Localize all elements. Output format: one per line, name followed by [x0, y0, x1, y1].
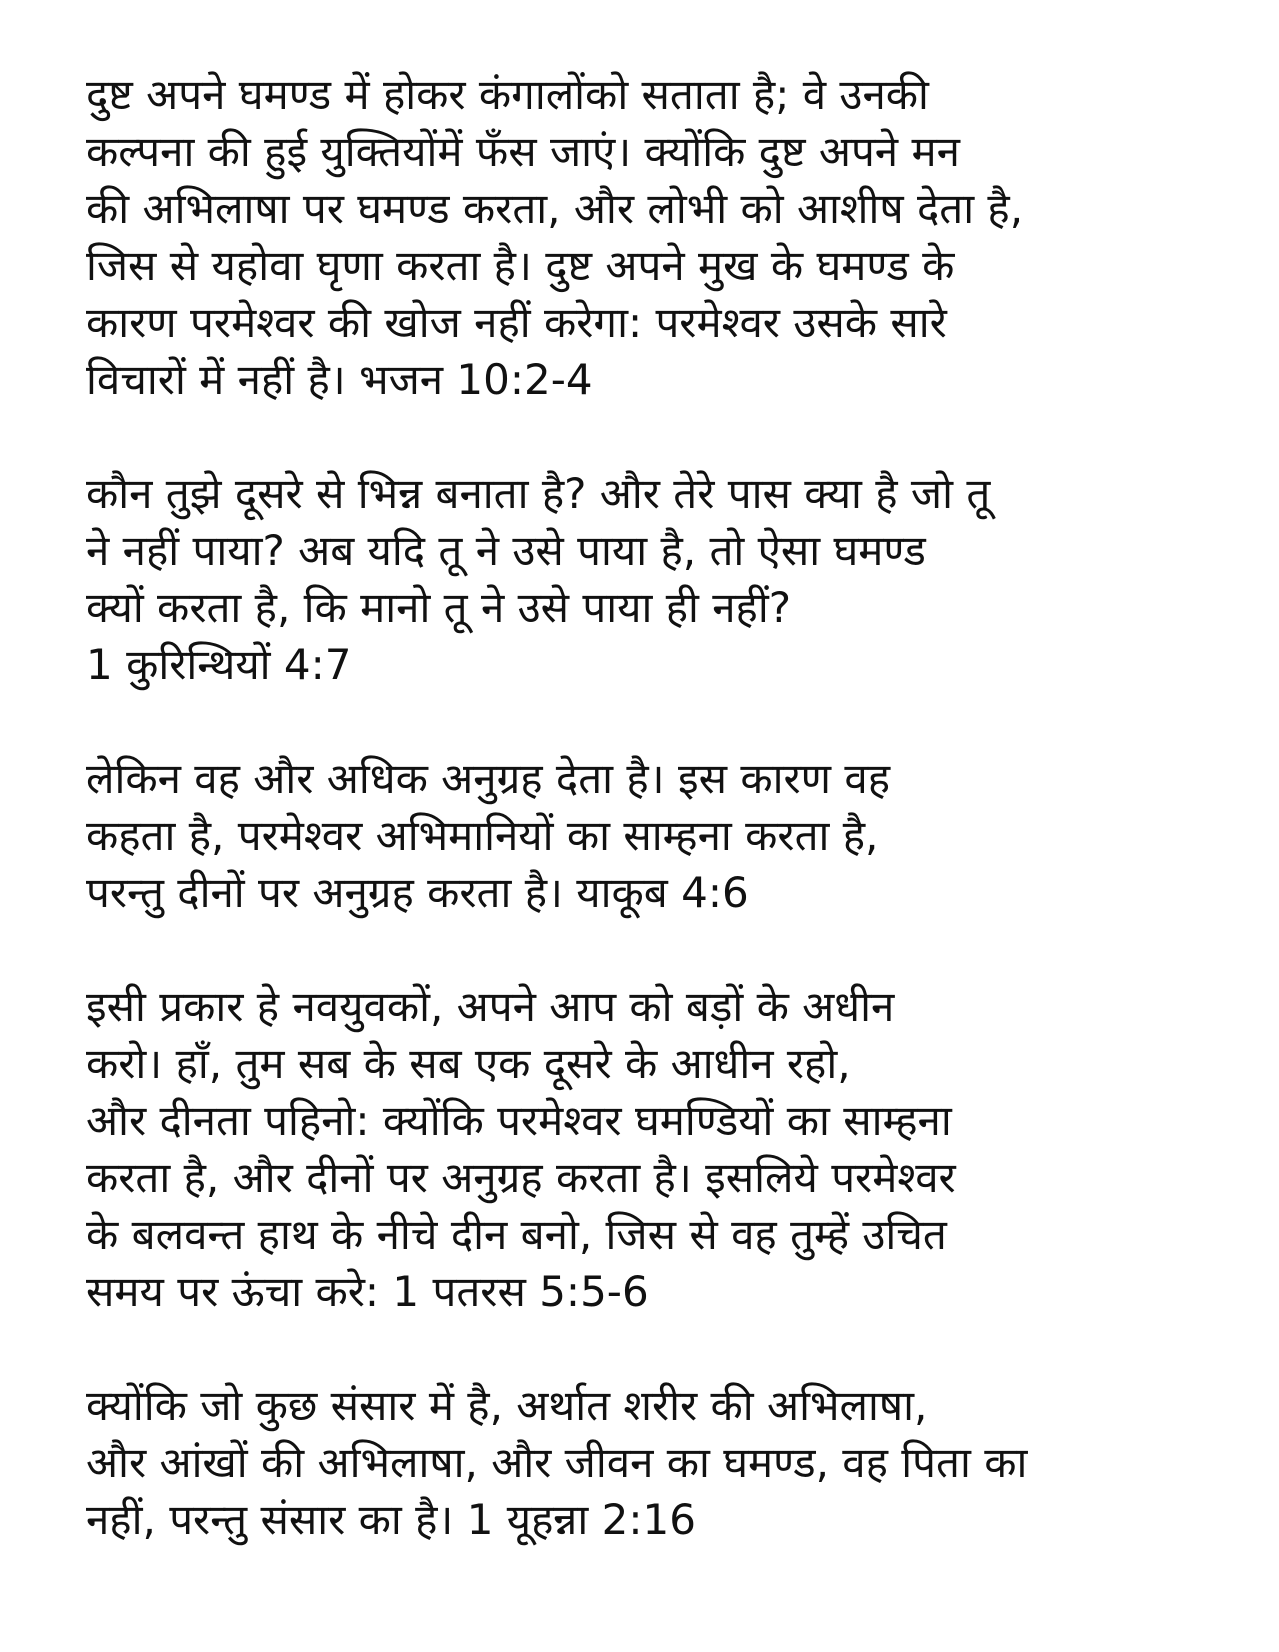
text-line: जिस से यहोवा घृणा करता है। दुष्ट अपने मुख के घमण्ड के: [86, 241, 955, 290]
text-line: विचारों में नहीं है। भजन 10:2-4: [86, 355, 593, 404]
text-line: और दीनता पहिनो: क्योंकि परमेश्वर घमण्डियों का साम्हना: [86, 1096, 952, 1145]
text-line: परन्तु दीनों पर अनुग्रह करता है। याकूब 4:6: [86, 868, 749, 917]
text-line: के बलवन्त हाथ के नीचे दीन बनो, जिस से वह तुम्हें उचित: [86, 1210, 947, 1259]
text-line: क्योंकि जो कुछ संसार में है, अर्थात शरीर की अभिलाषा,: [86, 1381, 928, 1430]
verse-psalm-10: [86, 66, 1216, 408]
text-line: कारण परमेश्वर की खोज नहीं करेगा: परमेश्वर उसके सारे: [86, 298, 947, 347]
verse-1-peter-5: [86, 978, 1216, 1320]
text-line: कौन तुझे दूसरे से भिन्न बनाता है? और तेरे पास क्या है जो तू: [86, 469, 991, 518]
document-body: [86, 66, 1216, 1548]
text-line: ने नहीं पाया? अब यदि तू ने उसे पाया है, तो ऐसा घमण्ड: [86, 526, 926, 575]
text-line: नहीं, परन्तु संसार का है। 1 यूहन्ना 2:16: [86, 1495, 696, 1544]
text-line: की अभिलाषा पर घमण्ड करता, और लोभी को आशीष देता है,: [86, 184, 1024, 233]
text-line: क्यों करता है, कि मानो तू ने उसे पाया ही नहीं?: [86, 583, 792, 632]
verse-james-4: [86, 750, 1216, 921]
text-line: और आंखों की अभिलाषा, और जीवन का घमण्ड, वह पिता का: [86, 1438, 1028, 1487]
text-line: दुष्ट अपने घमण्ड में होकर कंगालोंको सताता है; वे उनकी: [86, 70, 929, 119]
text-line: करो। हाँ, तुम सब के सब एक दूसरे के आधीन रहो,: [86, 1039, 851, 1088]
verse-1-john-2: [86, 1377, 1216, 1548]
text-line: करता है, और दीनों पर अनुग्रह करता है। इसलिये परमेश्वर: [86, 1153, 956, 1202]
verse-1-corinthians-4: [86, 465, 1216, 693]
text-line: इसी प्रकार हे नवयुवकों, अपने आप को बड़ों के अधीन: [86, 982, 895, 1031]
text-line: समय पर ऊंचा करे: 1 पतरस 5:5-6: [86, 1267, 649, 1316]
text-line: लेकिन वह और अधिक अनुग्रह देता है। इस कारण वह: [86, 754, 891, 803]
text-line: कहता है, परमेश्वर अभिमानियों का साम्हना करता है,: [86, 811, 879, 860]
text-line: 1 कुरिन्थियों 4:7: [86, 640, 352, 689]
text-line: कल्पना की हुई युक्तियोंमें फँस जाएं। क्योंकि दुष्ट अपने मन: [86, 127, 960, 176]
